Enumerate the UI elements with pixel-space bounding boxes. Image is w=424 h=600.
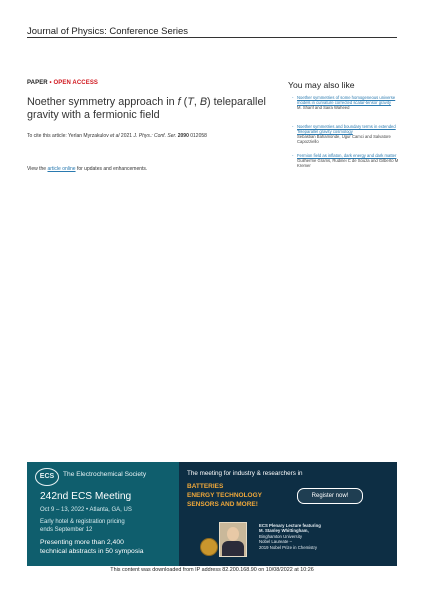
register-now-button[interactable]: Register now! bbox=[297, 488, 363, 504]
nobel-medal-icon bbox=[200, 538, 218, 556]
related-item bbox=[292, 95, 401, 111]
article-online-link[interactable]: article online bbox=[47, 166, 76, 172]
related-link[interactable]: Fermion field as inflaton, dark energy and dark matter bbox=[297, 153, 397, 158]
related-authors: Sebastian Bahamonde, Ugur Camci and Salvatore Capozziello bbox=[297, 134, 391, 145]
title-b: B bbox=[199, 96, 208, 108]
bullet-icon: - bbox=[292, 124, 294, 129]
cite-etal: et al bbox=[110, 133, 120, 139]
bullet-icon: - bbox=[292, 95, 294, 100]
related-authors: M. Sharif and Saira Waheed bbox=[297, 105, 350, 111]
meeting-title: 242nd ECS Meeting bbox=[40, 491, 132, 502]
ecs-advertisement-banner[interactable] bbox=[27, 462, 397, 566]
paper-label: PAPER bbox=[27, 80, 48, 86]
cite-pages: 012058 bbox=[188, 133, 207, 139]
lecture-line: M. Stanley Whittingham, bbox=[259, 528, 309, 533]
banner-right-panel bbox=[179, 462, 397, 566]
cite-year: 2021 bbox=[119, 133, 134, 139]
keyword-sensors: SENSORS AND MORE! bbox=[187, 501, 258, 508]
view-online-line bbox=[27, 166, 147, 172]
view-prefix: View the bbox=[27, 166, 48, 172]
keyword-batteries: BATTERIES bbox=[187, 483, 224, 490]
society-name: The Electrochemical Society bbox=[63, 471, 147, 478]
related-link[interactable]: Noether symmetries of some homogeneous universe models in curvature corrected scalar-tensor gravity bbox=[297, 95, 396, 106]
bullet-icon: - bbox=[292, 153, 294, 158]
title-t: T bbox=[187, 96, 194, 108]
journal-name: Journal of Physics: Conference Series bbox=[27, 26, 189, 37]
related-heading: You may also like bbox=[288, 80, 355, 90]
meeting-dates: Oct 9 – 13, 2022 • Atlanta, GA, US bbox=[40, 507, 132, 513]
abstracts-line2: technical abstracts in 50 symposia bbox=[40, 548, 144, 555]
open-access-label: OPEN ACCESS bbox=[53, 80, 99, 86]
related-item bbox=[292, 153, 401, 169]
title-text: Noether symmetry approach in bbox=[27, 96, 178, 108]
citation-line bbox=[27, 133, 277, 139]
cite-journal: J. Phys.: Conf. Ser. bbox=[133, 133, 177, 139]
banner-tagline: The meeting for industry & researchers in bbox=[187, 470, 303, 477]
view-suffix: for updates and enhancements. bbox=[75, 166, 148, 172]
speaker-portrait bbox=[219, 522, 247, 557]
related-authors: Guilherme Grams, Rudinei C de Souza and Gilberto M Kremer bbox=[297, 158, 399, 169]
lecture-line: 2019 Nobel Prize in Chemistry bbox=[259, 545, 318, 550]
title-comma: , bbox=[193, 96, 200, 108]
lecture-line: Binghamton University bbox=[259, 534, 302, 539]
title-f: f bbox=[177, 96, 181, 108]
abstracts-line1: Presenting more than 2,400 bbox=[40, 539, 124, 546]
early-pricing-line1: Early hotel & registration pricing bbox=[40, 519, 125, 525]
related-item bbox=[292, 124, 401, 145]
label-separator: • bbox=[47, 80, 54, 86]
cite-prefix: To cite this article: Yerlan Myrzakulov bbox=[27, 133, 111, 139]
cite-volume: 2090 bbox=[176, 133, 189, 139]
banner-left-panel bbox=[27, 462, 179, 566]
lecture-line: Nobel Laureate – bbox=[259, 539, 292, 544]
ecs-logo-icon: ECS bbox=[35, 468, 59, 486]
keyword-energy: ENERGY TECHNOLOGY bbox=[187, 492, 263, 499]
title-text-end: ) teleparallel gravity with a fermionic field bbox=[27, 96, 266, 121]
related-link[interactable]: Noether symmetries and boundary terms in extended Teleparallel gravity cosmology bbox=[297, 124, 396, 135]
download-notice: This content was downloaded from IP address 82.200.168.90 on 10/08/2022 at 10:26 bbox=[110, 567, 314, 573]
title-paren: ( bbox=[180, 96, 188, 108]
early-pricing-line2: ends September 12 bbox=[40, 527, 93, 533]
article-type-label bbox=[27, 80, 98, 86]
header-divider bbox=[27, 37, 397, 38]
lecture-line: ECS Plenary Lecture featuring bbox=[259, 523, 321, 528]
article-title bbox=[27, 96, 277, 122]
